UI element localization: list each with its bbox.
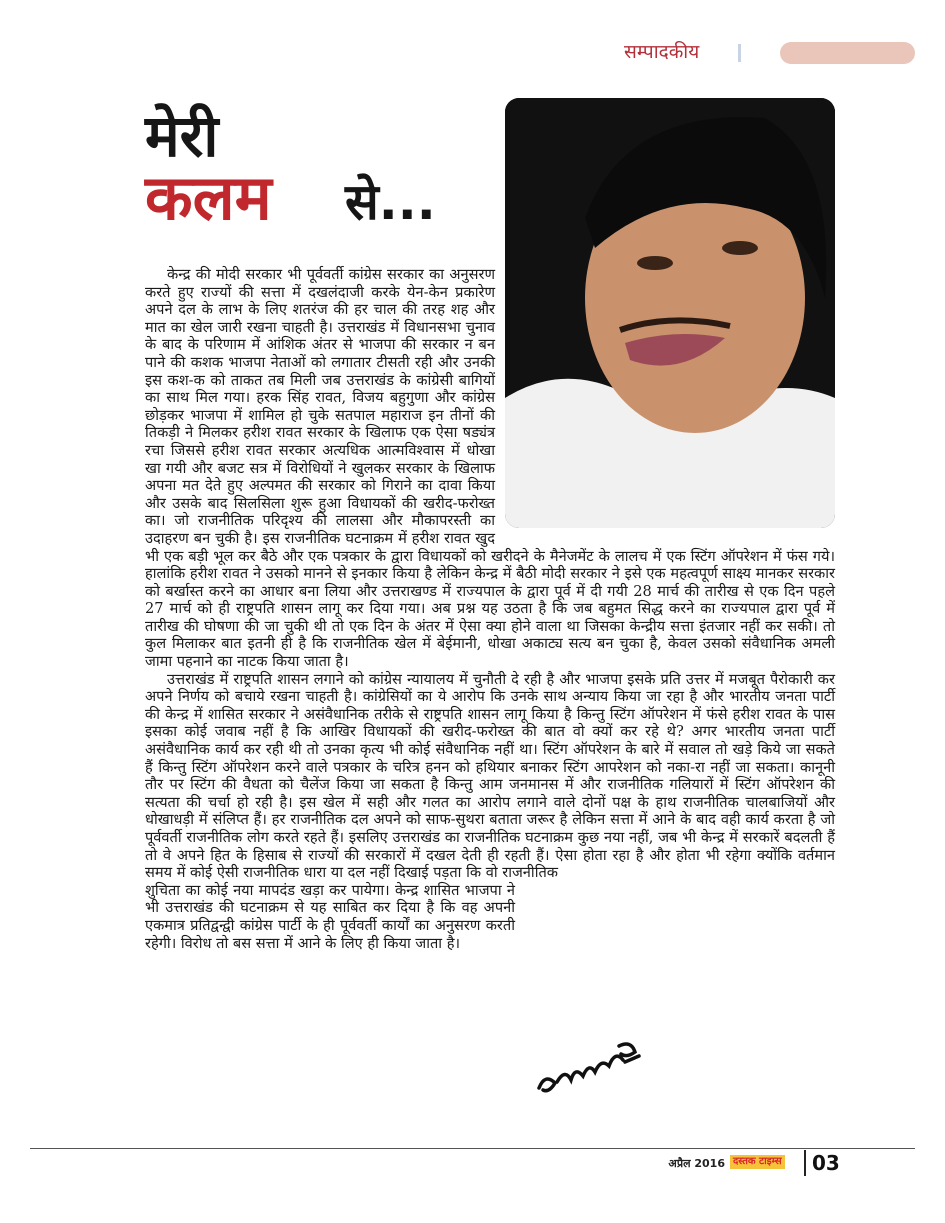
page-number: 03 bbox=[812, 1151, 840, 1175]
paragraph-1: केन्द्र की मोदी सरकार भी पूर्ववर्ती कांग्रेस सरकार का अनुसरण करते हुए राज्यों की सत्ता में दखलंदाजी करके येन-केन प्रकारेण अपने दल के लाभ के लिए शतरंज की हर चाल की तरह शह और मात का खेल जारी रखना चाहती है। उत्तराखंड में विधानसभा चुनाव के बाद के परिणाम में आंशिक अंतर से भाजपा की सरकार न बन पाने की कशक भाजपा नेताओं को लगातार टीसती रही और उनकी इस कश-क को ताकत तब मिली जब उत्तराखंड के कांग्रेसी बागियों का साथ मिल गया। हरक सिंह रावत, विजय बहुगुणा और कांग्रेस छोड़कर भाजपा में शामिल हो चुके सतपाल महाराज इन तीनों की तिकड़ी ने मिलकर हरीश रावत सरकार के खिलाफ एक ऐसा षड्यंत्र रचा जिससे हरीश रावत सरकार अत्यधिक आत्मविश्वास में धोखा खा गयी और बजट सत्र में विरोधियों ने खुलकर सरकार के खिलाफ अपना मत देते हुए अल्पमत की सरकार को गिराने का दावा किया और उसके बाद सिलसिला शुरू हुआ विधायकों की खरीद-फरोख्त का। जो राजनीतिक परिदृश्य की लालसा और मौकापरस्ती का उदाहरण बन चुकी है। इस राजनीतिक घटनाक्रम में हरीश रावत खुद भी एक बड़ी भूल कर बैठे और एक पत्रकार के द्वारा विधायकों को खरीदने के मैनेजमेंट के लालच में एक स्टिंग ऑपरेशन में फंस गये। हालांकि हरीश रावत ने उसको मानने से इनकार किया है लेकिन केन्द्र में बैठी मोदी सरकार ने इसे एक महत्वपूर्ण साक्ष्य मानकर सरकार को बर्खास्त करने का आधार बना लिया और उत्तराखण्ड में राज्यपाल के द्वारा पूर्व में दी गयी 28 मार्च की तारीख से एक दिन पहले 27 मार्च को ही राष्ट्रपति शासन लागू कर दिया गया। अब प्रश्न यह उठता है कि जब बहुमत सिद्ध करने का राज्यपाल द्वारा पूर्व में तारीख की घोषणा की जा चुकी थी तो एक दिन के अंतर में ऐसा क्या होने वाला था जिसका केन्द्रीय सत्ता इंतजार नहीं कर सकी। तो कुल मिलाकर बात इतनी ही है कि राजनीतिक खेल में बेईमानी, धोखा अकाट्य सत्य बन चुका है, केवल उसको संवैधानिक अमली जामा पहनाने का नाटक किया जाता है। bbox=[145, 266, 835, 671]
section-divider bbox=[738, 44, 741, 62]
magazine-logo: दस्तक टाइम्स bbox=[730, 1155, 785, 1169]
footer-separator bbox=[804, 1150, 806, 1176]
paragraph-3: शुचिता का कोई नया मापदंड खड़ा कर पायेगा। केन्द्र शासित भाजपा ने भी उत्तराखंड की घटनाक्रम से यह साबित कर दिया है कि वह अपनी एकमात्र प्रतिद्वन्द्वी कांग्रेस पार्टी के ही पूर्ववर्ती कार्यों का अनुसरण करती रहेगी। विरोध तो बस सत्ता में आने के लिए ही किया जाता है। bbox=[145, 881, 515, 952]
footer-rule bbox=[30, 1148, 915, 1149]
title-line-1: मेरी bbox=[145, 102, 219, 170]
header-pill-decoration bbox=[780, 42, 915, 64]
section-label: सम्पादकीय bbox=[624, 41, 700, 63]
title-line-3: से... bbox=[345, 173, 436, 231]
editorial-title bbox=[145, 98, 835, 266]
author-signature bbox=[535, 1038, 645, 1098]
paragraph-2: उत्तराखंड में राष्ट्रपति शासन लगाने को कांग्रेस न्यायालय में चुनौती दे रही है और भाजपा इसके प्रति उत्तर में मजबूत पैरोकारी कर अपने निर्णय को बचाये रखना चाहती है। कांग्रेसियों का ये आरोप कि उनके साथ अन्याय किया जा रहा है और भारतीय जनता पार्टी की केन्द्र में शासित सरकार ने असंवैधानिक तरीके से राष्ट्रपति शासन लागू किया है किन्तु स्टिंग ऑपरेशन में फंसे हरीश रावत के पास इसका कोई जवाब नहीं है कि आखिर विधायकों की खरीद-फरोख्त की बात वो क्यों कर रहे थे? अगर भारतीय जनता पार्टी असंवैधानिक कार्य कर रही थी तो उनका कृत्य भी कोई संवैधानिक नहीं था। स्टिंग ऑपरेशन के बारे में सवाल तो खड़े किये जा सकते हैं किन्तु स्टिंग ऑपरेशन करने वाले पत्रकार के चरित्र हनन को हथियार बनाकर स्टिंग आपरेशन को नका-रा नहीं जा सकता। कानूनी तौर पर स्टिंग की वैधता को चैलेंज किया जा सकता है किन्तु आम जनमानस में और राजनीतिक गलियारों में स्टिंग ऑपरेशन की सत्यता की चर्चा हो रही है। इस खेल में सही और गलत का आरोप लगाने वाले दोनों पक्ष के हाथ राजनीतिक चालबाजियों और धोखाधड़ी में संलिप्त हैं। हर राजनीतिक दल अपने को साफ-सुथरा बताता जरूर है लेकिन सत्ता में आने के बाद वही कार्य करता है जो पूर्ववर्ती राजनीतिक लोग करते रहते हैं। इसलिए उत्तराखंड का राजनीतिक घटनाक्रम कुछ नया नहीं, जब भी केन्द्र में सरकारें बदलती हैं तो वे अपने हित के हिसाब से राज्यों की सरकारों में दखल देती ही रहती हैं। ऐसा होता रहा है और होता भी रहेगा क्योंकि वर्तमान समय में कोई ऐसी राजनीतिक धारा या दल नहीं दिखाई पड़ता कि वो राजनीतिक bbox=[145, 670, 835, 882]
editorial-article bbox=[145, 98, 835, 952]
issue-date: अप्रैल 2016 bbox=[668, 1157, 725, 1170]
title-line-2: कलम bbox=[145, 161, 272, 234]
